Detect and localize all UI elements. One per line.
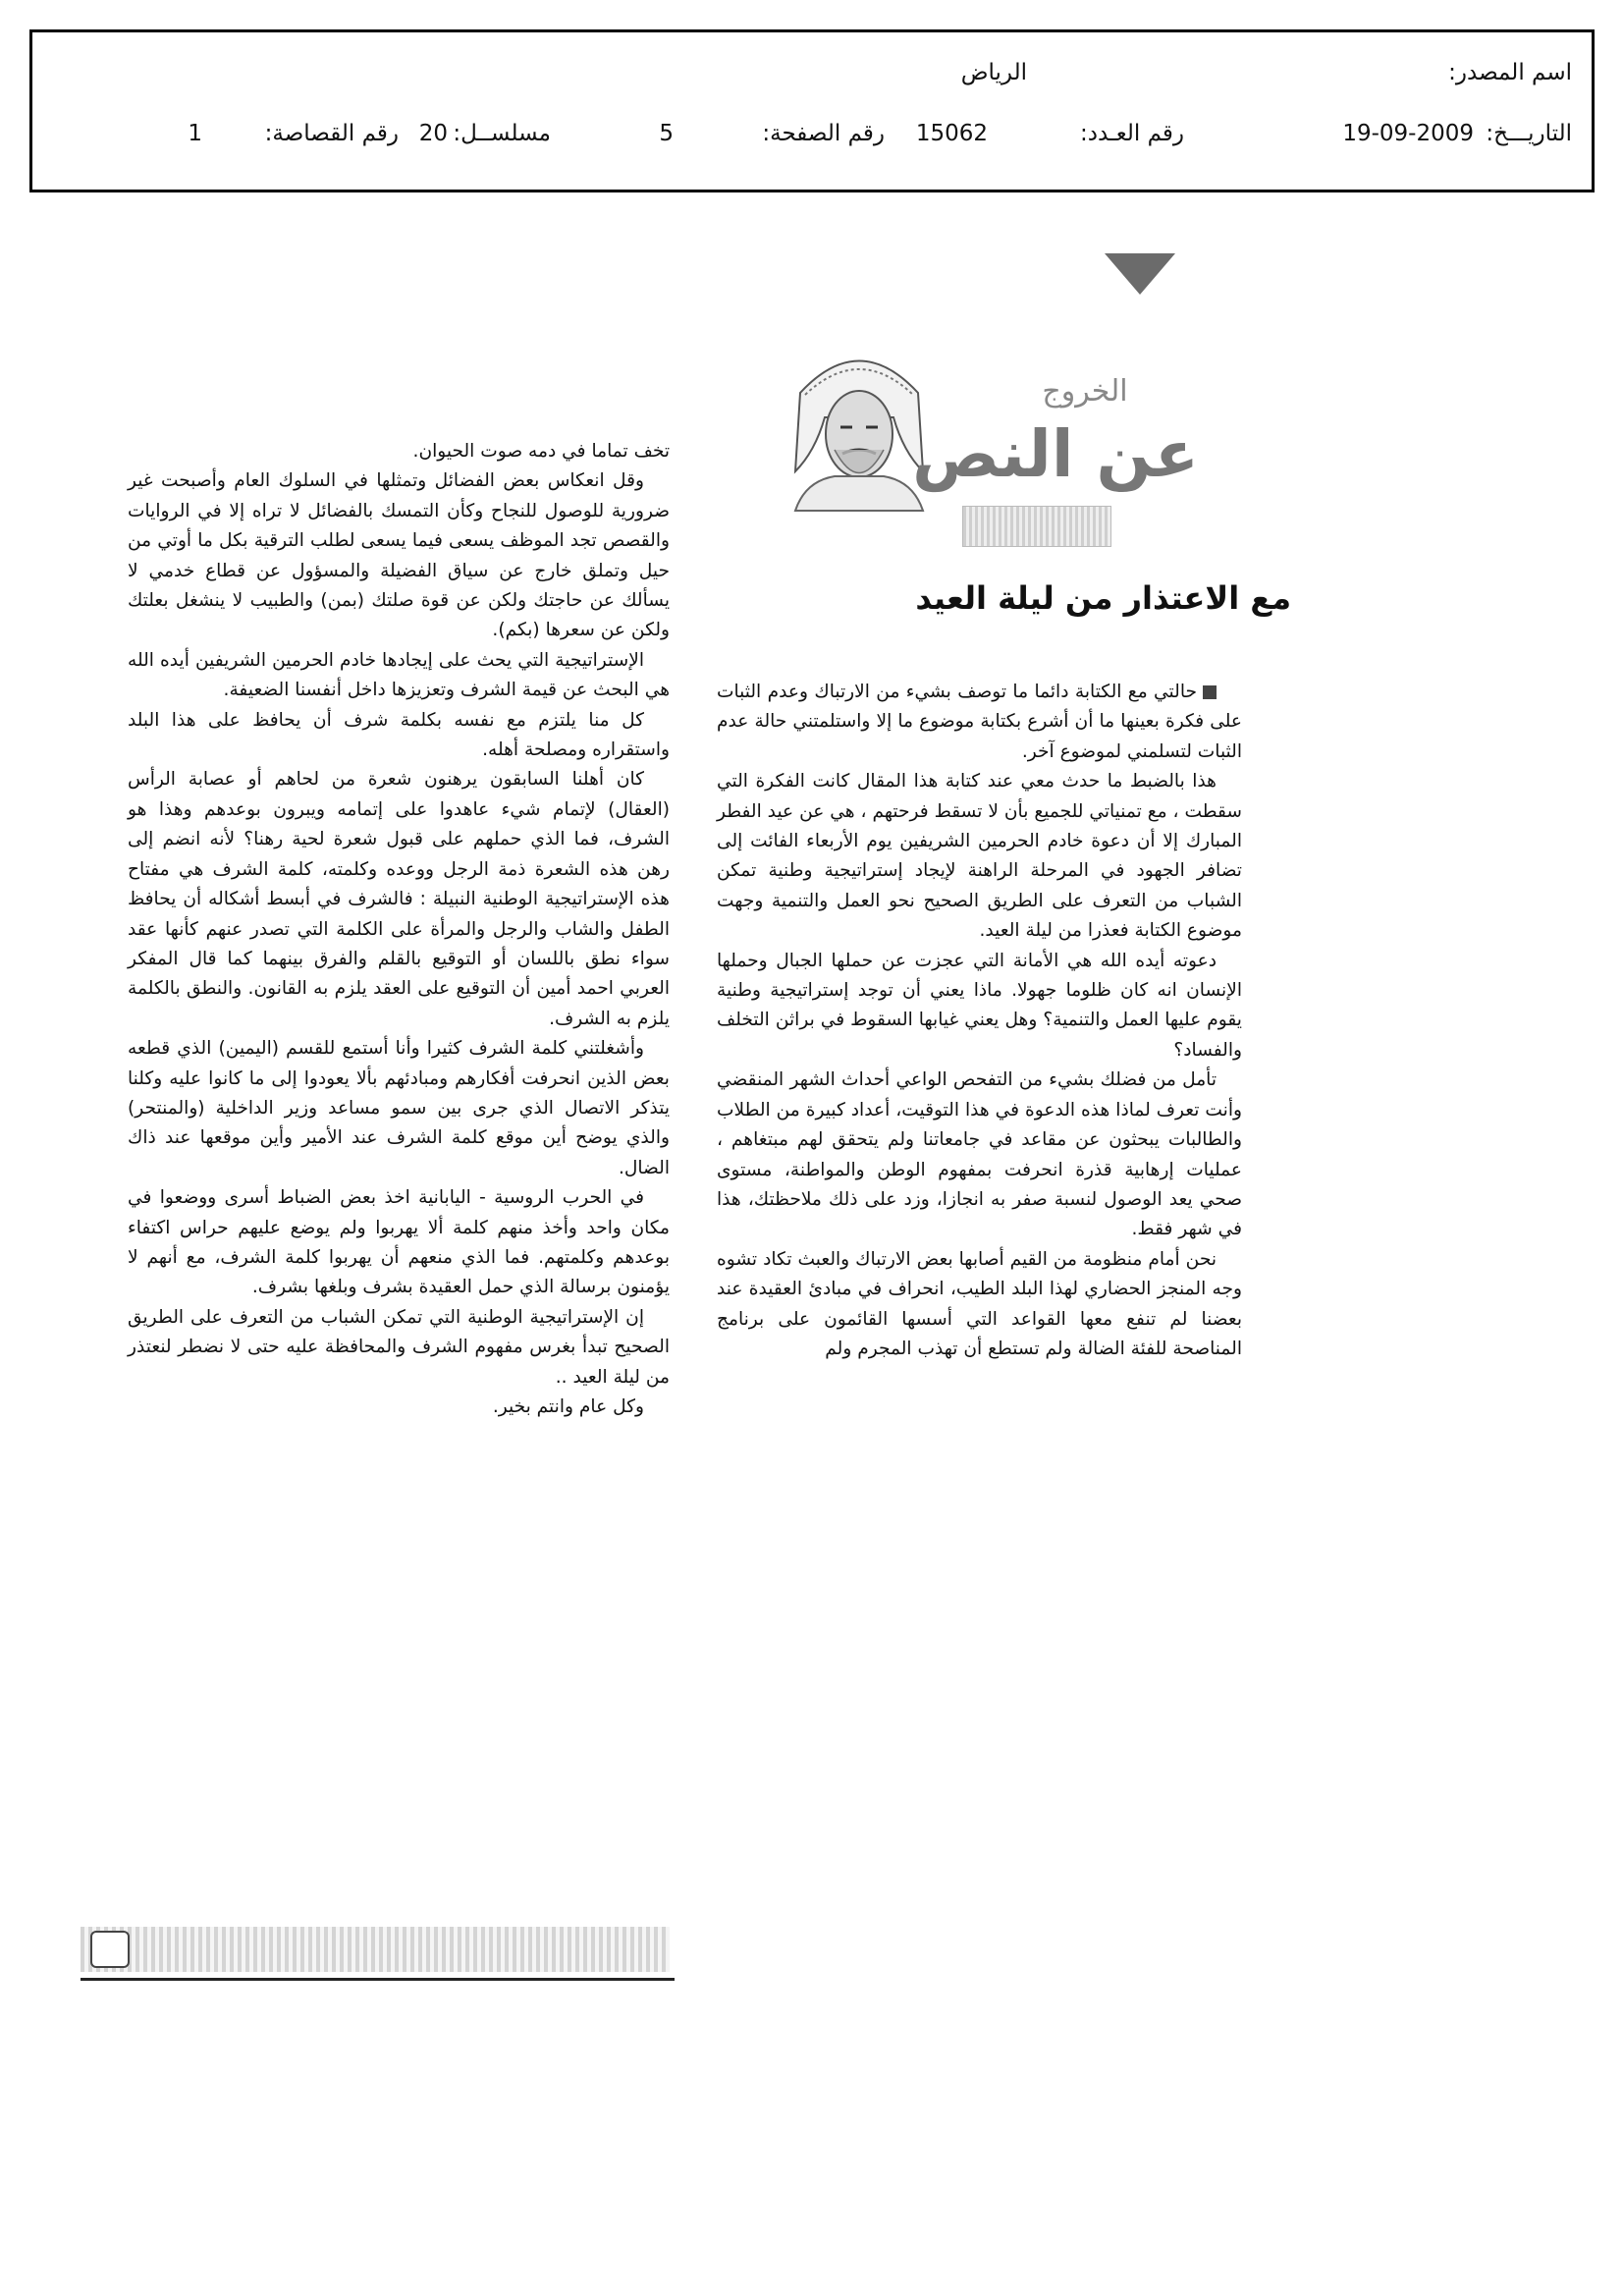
column-title-main: عن النص [912, 416, 1199, 492]
paragraph: كان أهلنا السابقون يرهنون شعرة من لحاهم أو عصابة الرأس (العقال) لإتمام شيء عاهدوا على إتمامه ويبرون بوعدهم وهذا هو الشرف، فما الذي حملهم على قبول شعرة لحية رهنا؟ لأنه انضم إلى رهن هذه الشعرة ذمة الرجل ووعده وكلمته، كلمة الشرف هي مفتاح هذه الإستراتيجية الوطنية النبيلة : فالشرف في أبسط أشكاله أن يحافظ الطفل والشاب والرجل والمرأة على الكلمة التي تصدر عنهم كأنها عقد سواء نطق باللسان أو التوقيع بالقلم والفرق بينهما كما قال المفكر العربي احمد أمين أن التوقيع على العقد يلزم به القانون. والنطق بالكلمة يلزم به الشرف. [128, 769, 670, 1029]
source-value: الرياض [960, 60, 1027, 85]
serial-label: مسلســل: [453, 121, 551, 146]
column-logo [776, 324, 1286, 555]
article-title: مع الاعتذار من ليلة العيد [915, 579, 1291, 617]
source-label: اسم المصدر: [1448, 60, 1572, 85]
paragraph: في الحرب الروسية - اليابانية اخذ بعض الضباط أسرى ووضعوا في مكان واحد وأخذ منهم كلمة ألا يهربوا ولم يوضع عليهم حراس اكتفاء بوعدهم وكلمتهم. فما الذي منعهم أن يهربوا كلمة الشرف، مع أنهم لا يؤمنون برسالة الذي حمل العقيدة بشرف وبلغها بشرف. [128, 1187, 670, 1298]
column-title-top: الخروج [1042, 374, 1128, 409]
clip-value: 1 [188, 121, 202, 146]
paragraph: كل منا يلتزم مع نفسه بكلمة شرف أن يحافظ على هذا البلد واستقراره ومصلحة أهله. [128, 709, 670, 761]
page-label: رقم الصفحة: [762, 121, 885, 146]
date-value: 19-09-2009 [1342, 121, 1474, 146]
paragraph: وقل انعكاس بعض الفضائل وتمثلها في السلوك العام وأصبحت غير ضرورية للوصول للنجاح وكأن التمسك بالفضائل لا تراه إلا في الروايات والقصص تجد الموظف يسعى فيما يسعى لطلب الترقية بكل ما أوتي من حيل وتملق خارج عن سياق الفضيلة والمسؤول عن قطاع خدمي لا يسألك عن حاجتك ولكن عن قوة صلتك (بمن) والطبيب لا ينشغل بعلتك ولكن عن سعرها (بكم). [128, 470, 670, 641]
paragraph: تأمل من فضلك بشيء من التفحص الواعي أحداث الشهر المنقضي وأنت تعرف لماذا هذه الدعوة في هذا التوقيت، أعداد كبيرة من الطلاب والطالبات يبحثون عن مقاعد في جامعاتنا ولم يتحقق لهم مبتغاهم ، عمليات إرهابية قذرة انحرفت بمفهوم الوطن والمواطنة، مستوى صحي يعد الوصول لنسبة صفر به انجازا، وزد على ذلك ملاحظتك، هذا في شهر فقط. [717, 1069, 1242, 1240]
issue-value: 15062 [915, 121, 988, 146]
paragraph: حالتي مع الكتابة دائما ما توصف بشيء من الارتباك وعدم الثبات على فكرة بعينها ما أن أشرع بكتابة موضوع ما إلا واستلمتني حالة عدم الثبات لتسلمني لموضوع آخر. [717, 682, 1242, 762]
bullet-square-icon [1203, 685, 1217, 699]
clip-label: رقم القصاصة: [264, 121, 399, 146]
author-signature-strip [81, 1927, 670, 1972]
column-marker-triangle [1105, 253, 1175, 295]
clipping-header [29, 29, 1595, 192]
author-name-strip [962, 506, 1111, 547]
article-body-right-column [717, 678, 1242, 1364]
paragraph: نحن أمام منظومة من القيم أصابها بعض الارتباك والعبث تكاد تشوه وجه المنجز الحضاري لهذا البلد الطيب، انحراف في مبادئ العقيدة عند بعضنا لم تنفع معها القواعد التي أسسها القائمون على برنامج المناصحة للفئة الضالة ولم تستطع أن تهذب المجرم ولم [717, 1248, 1242, 1359]
paragraph: تخف تماما في دمه صوت الحيوان. [412, 441, 670, 462]
paragraph: وكل عام وانتم بخير. [492, 1396, 644, 1417]
email-icon [90, 1931, 130, 1968]
paragraph: الإستراتيجية التي يحث على إيجادها خادم الحرمين الشريفين أيده الله هي البحث عن قيمة الشرف وتعزيزها داخل أنفسنا الضعيفة. [128, 649, 670, 701]
paragraph: إن الإستراتيجية الوطنية التي تمكن الشباب من التعرف على الطريق الصحيح تبدأ بغرس مفهوم الشرف والمحافظة عليه حتى لا نضطر لنعتذر من ليلة العيد .. [128, 1306, 670, 1388]
issue-label: رقم العـدد: [1079, 121, 1184, 146]
article-body-left-column [128, 437, 670, 1422]
end-rule-divider [81, 1978, 675, 1981]
paragraph: دعوته أيده الله هي الأمانة التي عجزت عن حملها الجبال وحملها الإنسان انه كان ظلوما جهولا. ماذا يعني أن توجد إستراتيجية وطنية يقوم عليها العمل والتنمية؟ وهل يعني غيابها السقوط في براثن التخلف والفساد؟ [717, 950, 1242, 1061]
serial-value: 20 [418, 121, 448, 146]
paragraph: وأشغلتني كلمة الشرف كثيرا وأنا أستمع للقسم (اليمين) الذي قطعه بعض الذين انحرفت أفكارهم ومبادئهم بألا يعودوا إلى ما كانوا عليه وكلنا يتذكر الاتصال الذي جرى بين سمو مساعد وزير الداخلية (والمنتحر) والذي يوضح أين موقع كلمة الشرف عند الأمير وأين موقعها عند ذاك الضال. [128, 1038, 670, 1178]
page-value: 5 [659, 121, 674, 146]
column-title-graphic [912, 363, 1199, 492]
date-label: التاريـــخ: [1486, 121, 1572, 146]
paragraph: هذا بالضبط ما حدث معي عند كتابة هذا المقال كانت الفكرة التي سقطت ، مع تمنياتي للجميع بأن لا تسقط فرحتهم ، هي عن عيد الفطر المبارك إلا أن دعوة خادم الحرمين الشريفين يوم الأربعاء الفائت إلى تضافر الجهود في المرحلة الراهنة لإيجاد إستراتيجية وطنية تمكن الشباب من التعرف على الطريق الصحيح نحو العمل والتنمية وجهت موضوع الكتابة فعذرا من ليلة العيد. [717, 771, 1242, 942]
